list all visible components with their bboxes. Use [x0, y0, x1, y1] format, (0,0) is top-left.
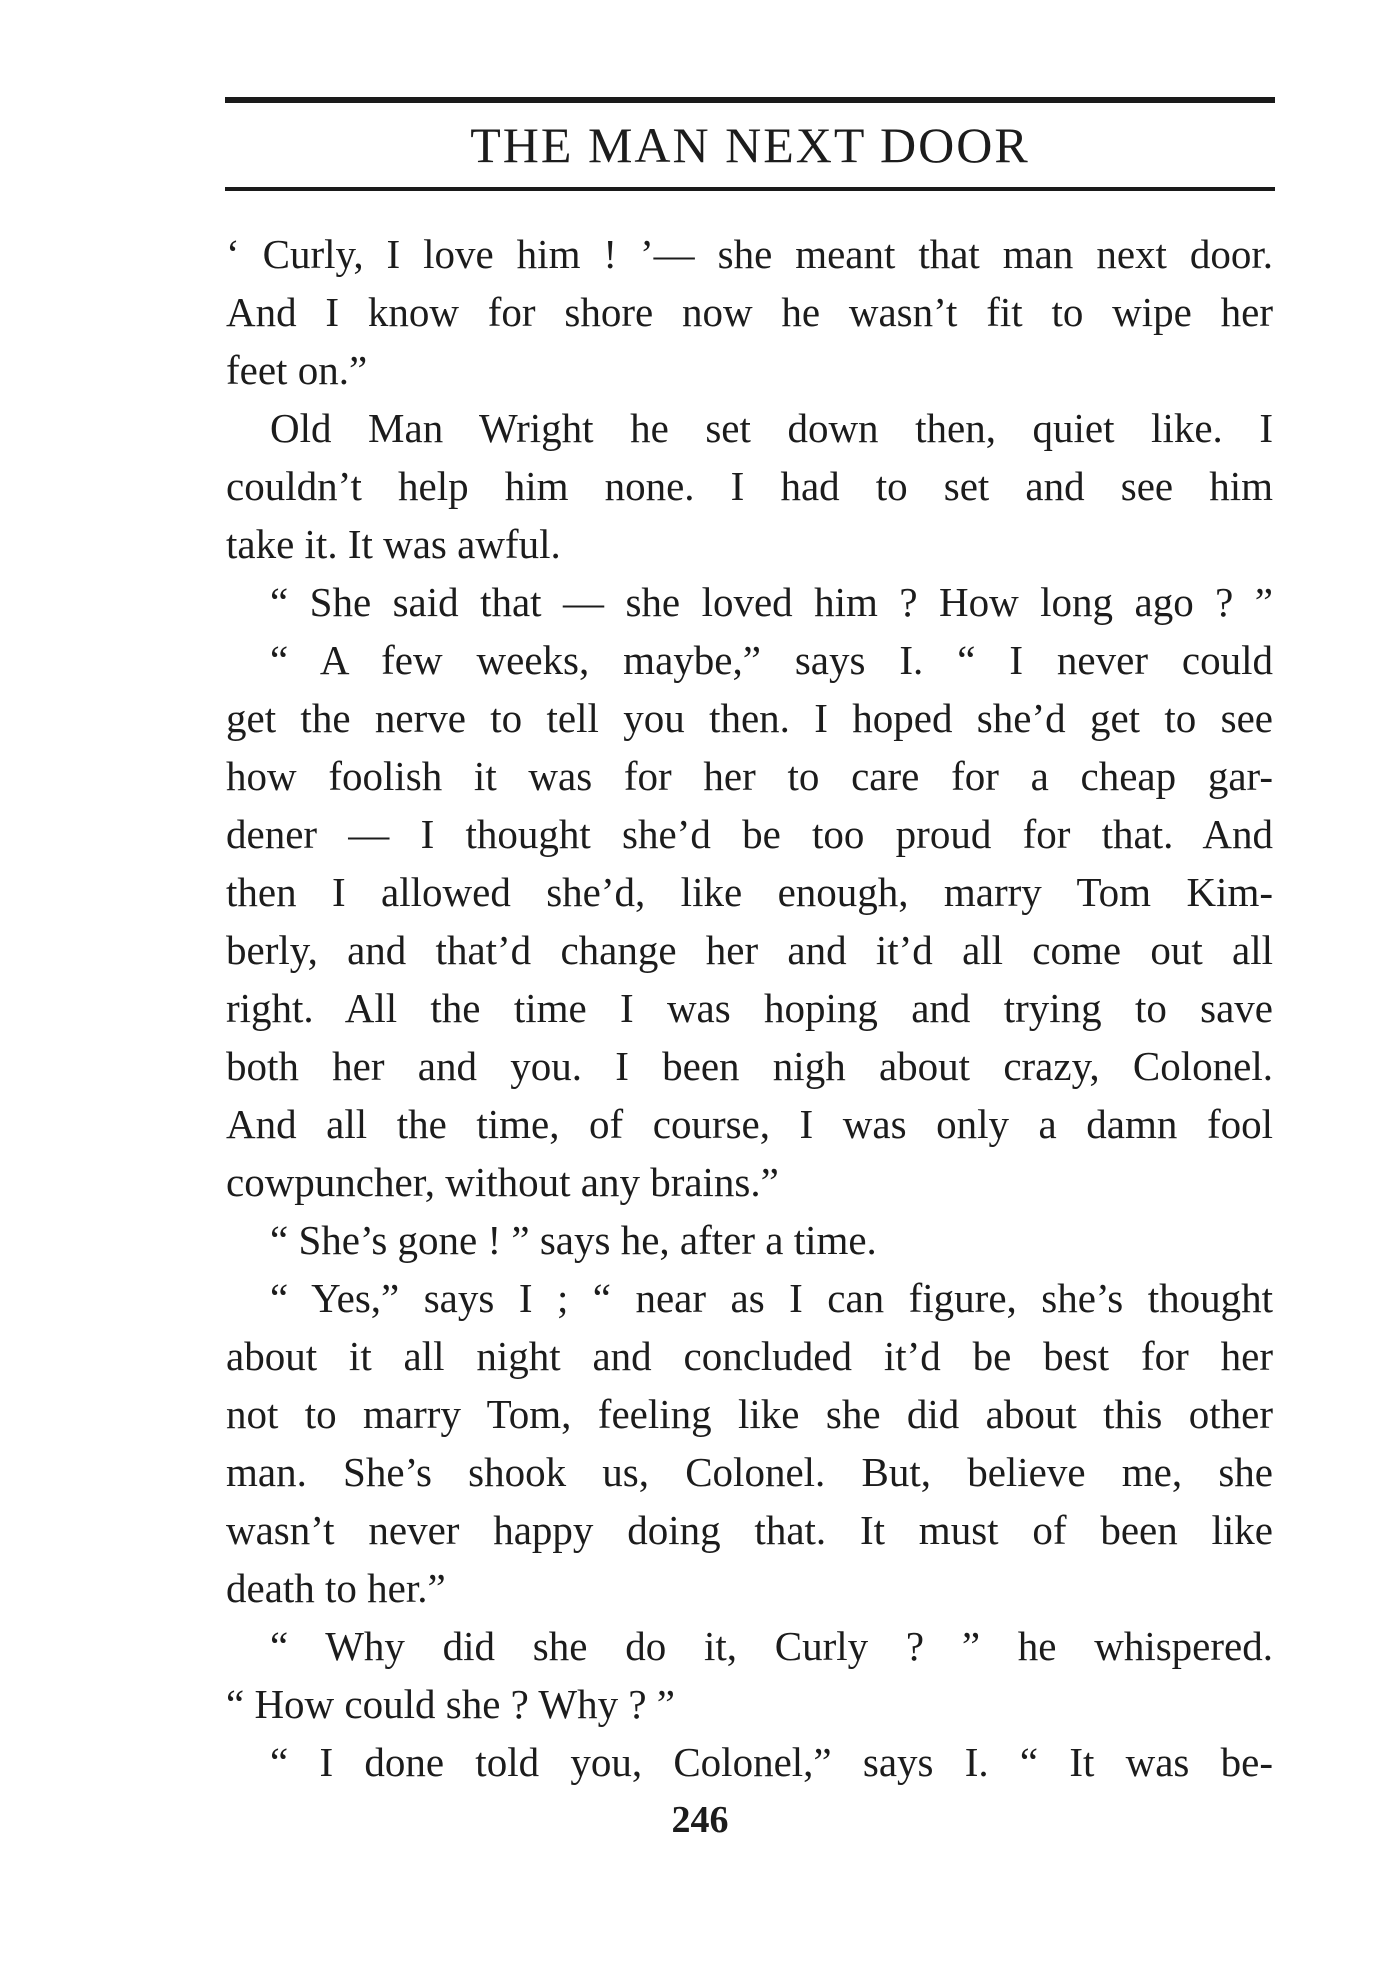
text-line: “ Why did she do it, Curly ? ” he whispered.: [270, 1623, 1273, 1669]
text-line: Old Man Wright he set down then, quiet like. I: [270, 405, 1273, 451]
header-rule-bottom: [225, 187, 1275, 191]
text-line: “ I done told you, Colonel,” says I. “ It was be-: [270, 1739, 1273, 1785]
text-line: “ She’s gone ! ” says he, after a time.: [270, 1217, 877, 1263]
text-line: death to her.”: [226, 1565, 446, 1611]
page-number: 246: [671, 1799, 729, 1841]
text-line: how foolish it was for her to care for a cheap gar-: [226, 753, 1273, 799]
text-line: get the nerve to tell you then. I hoped she’d get to see: [226, 695, 1273, 741]
text-line: cowpuncher, without any brains.”: [226, 1159, 779, 1205]
text-line: “ How could she ? Why ? ”: [226, 1681, 675, 1727]
text-line: berly, and that’d change her and it’d all come out all: [226, 927, 1273, 973]
text-line: man. She’s shook us, Colonel. But, believe me, she: [226, 1449, 1273, 1495]
header-rule-top: [225, 97, 1275, 103]
text-line: wasn’t never happy doing that. It must of been like: [226, 1507, 1273, 1553]
body-text: [226, 225, 1273, 1791]
text-line: And I know for shore now he wasn’t fit to wipe her: [226, 289, 1273, 335]
text-line: dener — I thought she’d be too proud for that. And: [226, 811, 1273, 857]
text-line: feet on.”: [226, 347, 368, 393]
text-line: “ She said that — she loved him ? How long ago ? ”: [270, 579, 1273, 625]
text-line: And all the time, of course, I was only a damn fool: [226, 1101, 1273, 1147]
text-line: right. All the time I was hoping and trying to save: [226, 985, 1273, 1031]
text-line: not to marry Tom, feeling like she did about this other: [226, 1391, 1273, 1437]
text-line: about it all night and concluded it’d be best for her: [226, 1333, 1273, 1379]
text-line: ‘ Curly, I love him ! ’— she meant that man next door.: [226, 231, 1273, 277]
text-line: both her and you. I been nigh about crazy, Colonel.: [226, 1043, 1273, 1089]
text-line: couldn’t help him none. I had to set and see him: [226, 463, 1273, 509]
text-line: “ Yes,” says I ; “ near as I can figure, she’s thought: [270, 1275, 1273, 1321]
running-head-title: THE MAN NEXT DOOR: [470, 117, 1030, 173]
text-line: take it. It was awful.: [226, 521, 561, 567]
text-line: then I allowed she’d, like enough, marry Tom Kim-: [226, 869, 1273, 915]
text-line: “ A few weeks, maybe,” says I. “ I never could: [270, 637, 1273, 683]
